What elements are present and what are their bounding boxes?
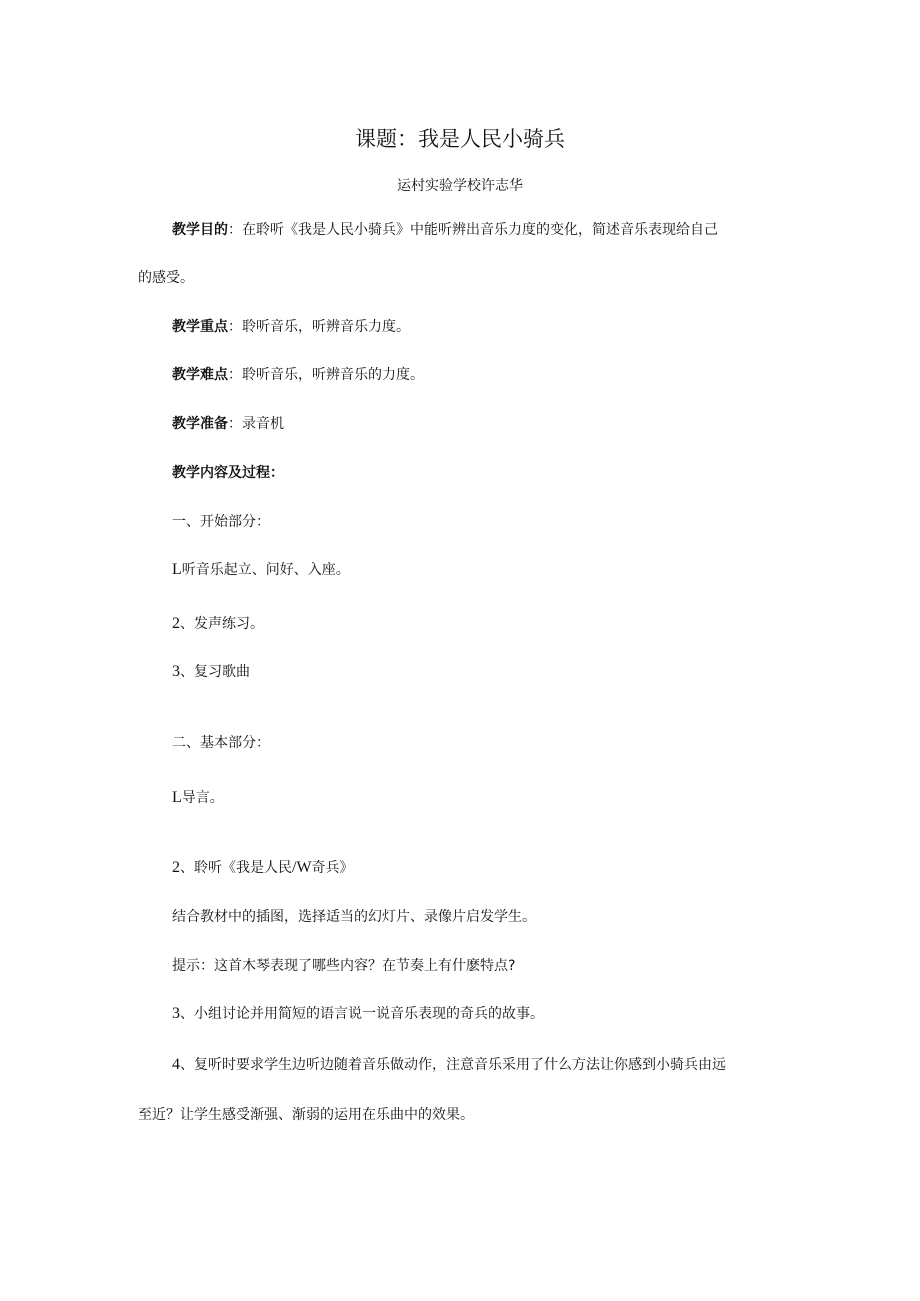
difficulty-label: 教学难点 — [172, 367, 228, 383]
page-title: 课题：我是人民小骑兵 — [355, 127, 565, 151]
preparation-line — [172, 415, 284, 433]
part1-item-1-number: L — [172, 561, 182, 578]
part2-item-3 — [172, 1005, 544, 1023]
part1-item-2-text: 、发声练习。 — [180, 616, 264, 632]
part1-item-3-text: 、复习歌曲 — [180, 664, 250, 680]
part2-item-2 — [172, 859, 354, 877]
part2-hint: 提示：这首木琴表现了哪些内容？在节奏上有什麽特点? — [172, 958, 516, 974]
part2-item-2-text-start: 、聆听《我是人民 — [180, 860, 292, 876]
part2-item-1-text: 导言。 — [181, 790, 224, 806]
part1-item-1-text: 听音乐起立、问好、入座。 — [181, 562, 350, 578]
part2-item-3-text: 、小组讨论并用简短的语言说一说音乐表现的奇兵的故事。 — [180, 1006, 544, 1022]
part2-item-1-number: L — [172, 789, 182, 806]
part2-item-4-text-1: 、复听时要求学生边听边随着音乐做动作，注意音乐采用了什么方法让你感到小骑兵由远 — [180, 1057, 726, 1073]
difficulty-text: 聆听音乐，听辨音乐的力度。 — [242, 367, 424, 383]
difficulty-separator: ： — [228, 367, 242, 383]
objective-label: 教学目的 — [172, 222, 228, 238]
focus-label: 教学重点 — [172, 319, 228, 335]
objective-line-2: 的感受。 — [138, 270, 194, 286]
part2-sentence-1: 结合教材中的插图，选择适当的幻灯片、录像片启发学生。 — [172, 909, 536, 925]
part1-item-2-number: 2 — [172, 615, 180, 632]
part1-item-3 — [172, 663, 250, 681]
focus-separator: ： — [228, 319, 242, 335]
author-line: 运村实验学校许志华 — [397, 178, 523, 194]
preparation-label: 教学准备 — [172, 416, 228, 432]
part2-item-4-number: 4 — [172, 1056, 180, 1073]
part2-item-3-number: 3 — [172, 1005, 180, 1022]
focus-line — [172, 318, 410, 336]
objective-separator: ： — [228, 222, 242, 238]
part1-item-1 — [172, 561, 350, 579]
part1-heading: 一、开始部分： — [172, 514, 270, 530]
focus-text: 聆听音乐，听辨音乐力度。 — [242, 319, 410, 335]
part1-item-2 — [172, 615, 264, 633]
process-heading: 教学内容及过程： — [172, 465, 284, 481]
part2-heading: 二、基本部分： — [172, 735, 270, 751]
part2-item-4-line-1 — [172, 1056, 726, 1074]
part2-item-1 — [172, 789, 224, 807]
part2-item-2-number: 2 — [172, 859, 180, 876]
preparation-text: 录音机 — [242, 416, 284, 432]
part2-item-4-line-2: 至近？让学生感受渐强、渐弱的运用在乐曲中的效果。 — [138, 1107, 474, 1123]
objective-line-1 — [172, 221, 718, 239]
part2-item-2-garbled: /W — [292, 859, 312, 876]
part1-item-3-number: 3 — [172, 663, 180, 680]
difficulty-line — [172, 366, 424, 384]
objective-text-1: 在聆听《我是人民小骑兵》中能听辨出音乐力度的变化，简述音乐表现给自己 — [242, 222, 718, 238]
preparation-separator: ： — [228, 416, 242, 432]
part2-item-2-text-end: 奇兵》 — [311, 860, 354, 876]
